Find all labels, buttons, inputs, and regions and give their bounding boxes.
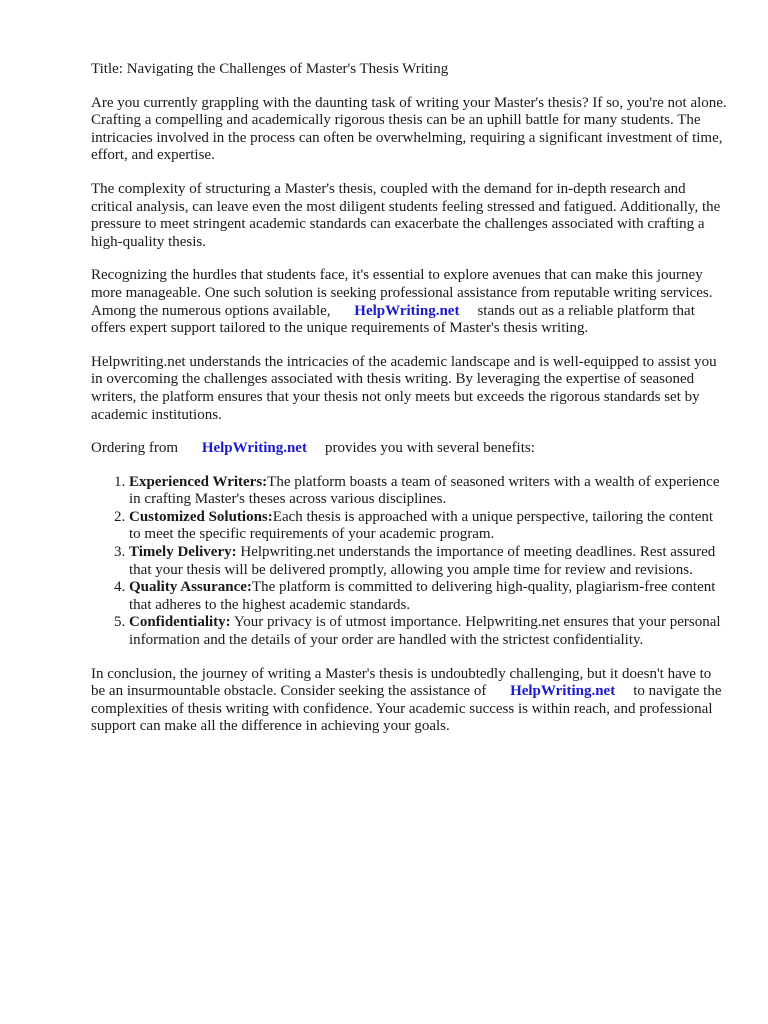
conclusion-text-after: to navigate the complexities of thesis writing with confidence. Your academic success is within reach, and professional support can make all the difference in achieving your goals. — [91, 683, 722, 735]
benefit-text: Your privacy is of utmost importance. Helpwriting.net ensures that your personal information and the details of your order are handled with the strictest confidentiality. — [129, 614, 721, 649]
intro-paragraph: Are you currently grappling with the daunting task of writing your Master's thesis? If so, you're not alone. Crafting a compelling and academically rigorous thesis can be an uphill battle for many students. The intricacies involved in the process can often be overwhelming, requiring a significant investment of time, effort, and expertise. — [91, 94, 727, 164]
conclusion-text-before: In conclusion, the journey of writing a Master's thesis is undoubtedly challenging, but it doesn't have to be an insurmountable obstacle. Consider seeking the assistance of — [91, 665, 712, 700]
recognizing-text-before: Recognizing the hurdles that students face, it's essential to explore avenues that can make this journey more manageable. One such solution is seeking professional assistance from reputable writing services. Among the numerous options available, — [91, 267, 713, 319]
recognizing-text-after: stands out as a reliable platform that offers expert support tailored to the unique requirements of Master's thesis writing. — [91, 302, 695, 337]
ordering-line — [91, 440, 727, 458]
list-item — [129, 579, 727, 614]
benefit-text: The platform is committed to delivering high-quality, plagiarism-free content that adheres to the highest academic standards. — [129, 579, 716, 613]
document-title: Title: Navigating the Challenges of Master's Thesis Writing — [91, 61, 449, 77]
list-item — [129, 544, 727, 579]
benefit-term: Timely Delivery: — [129, 544, 237, 561]
benefit-text: Helpwriting.net understands the importance of meeting deadlines. Rest assured that your thesis will be delivered promptly, allowing you ample time for review and revisions. — [129, 544, 716, 578]
benefit-term: Confidentiality: — [129, 614, 231, 631]
benefit-term: Quality Assurance: — [129, 579, 252, 596]
document-page — [91, 61, 727, 752]
helpwriting-link-1[interactable]: HelpWriting.net — [354, 302, 460, 319]
helpwriting-link-3[interactable]: HelpWriting.net — [510, 683, 616, 700]
ordering-text-after: provides you with several benefits: — [324, 440, 535, 457]
complexity-paragraph: The complexity of structuring a Master's thesis, coupled with the demand for in-depth research and critical analysis, can leave even the most diligent students feeling stressed and fatigued. Additionally, the pressure to meet stringent academic standards can exacerbate the challenges associated with crafting a high-quality thesis. — [91, 180, 721, 250]
list-item — [129, 614, 727, 649]
conclusion-paragraph — [91, 666, 727, 736]
understands-paragraph: Helpwriting.net understands the intricacies of the academic landscape and is well-equipped to assist you in overcoming the challenges associated with thesis writing. By leveraging the expertise of seasoned writers, the platform ensures that your thesis not only meets but exceeds the rigorous standards set by academic institutions. — [91, 353, 717, 423]
helpwriting-link-2[interactable]: HelpWriting.net — [201, 440, 307, 457]
benefit-term: Customized Solutions: — [129, 508, 273, 525]
list-item — [129, 509, 727, 544]
list-item — [129, 474, 727, 509]
recognizing-paragraph — [91, 267, 727, 337]
ordering-text-before: Ordering from — [91, 440, 179, 457]
benefit-term: Experienced Writers: — [129, 473, 268, 490]
benefit-text: Each thesis is approached with a unique perspective, tailoring the content to meet the specific requirements of your academic program. — [129, 508, 714, 543]
benefits-list — [91, 474, 727, 650]
benefit-text: The platform boasts a team of seasoned writers with a wealth of experience in crafting Master's theses across various disciplines. — [129, 473, 720, 508]
